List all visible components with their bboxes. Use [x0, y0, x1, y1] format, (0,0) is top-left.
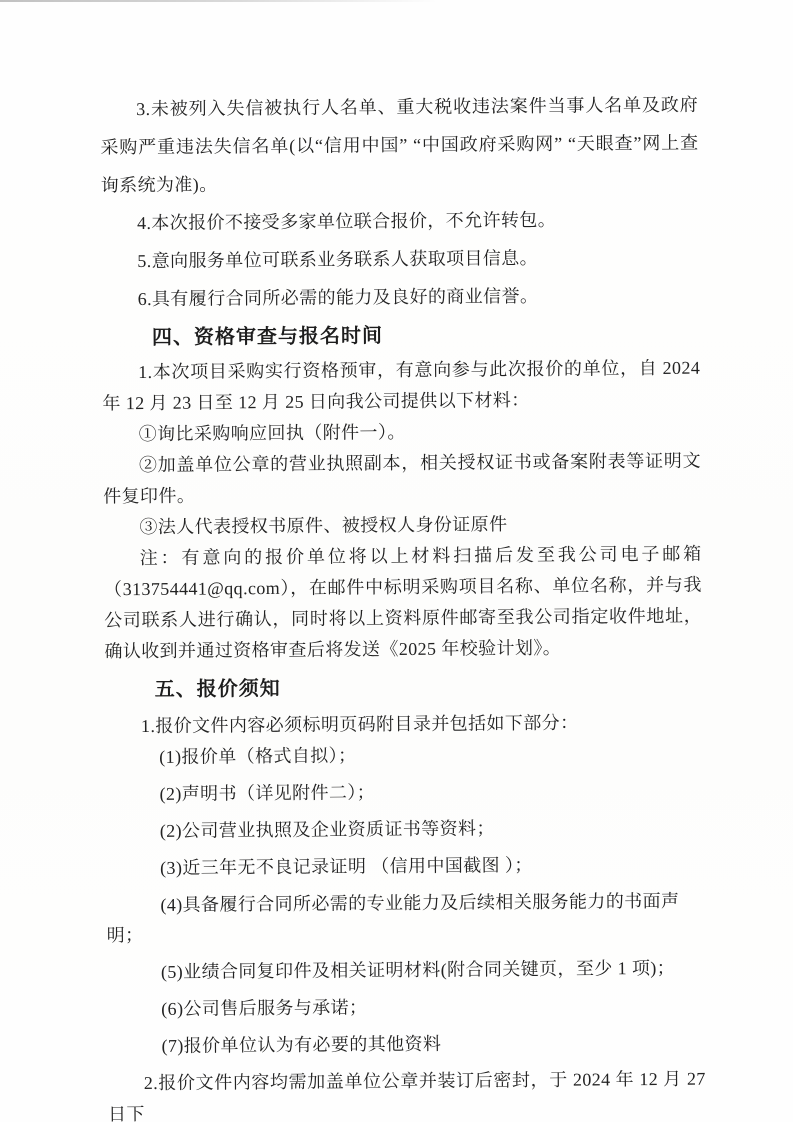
- qualification-review-block: [102, 353, 702, 668]
- document-content: [100, 86, 706, 1130]
- list-item-business-license: (2)公司营业执照及企业资质证书等资料；: [159, 818, 495, 841]
- list-item-credit-record: (3)近三年无不良记录证明 （信用中国截图 ）；: [160, 854, 533, 878]
- list-item-other-materials: (7)报价单位认为有必要的其他资料: [161, 1033, 442, 1056]
- para-material-2: ②加盖单位公章的营业执照副本，相关授权证书或备案附表等证明文件复印件。: [103, 450, 702, 507]
- para-item-3: 3.未被列入失信被执行人名单、重大税收违法案件当事人名单及政府采购严重违法失信名单(以“信用中国” “中国政府采购网” “天眼查”网上查询系统为准)。: [100, 94, 699, 196]
- para-item-4: 4.本次报价不接受多家单位联合报价，不允许转包。: [136, 209, 557, 234]
- section-heading-quotation-notes: 五、报价须知: [154, 677, 281, 701]
- quotation-document-list: [105, 738, 705, 1062]
- list-item-capability-statement: (4)具备履行合同所必需的专业能力及后续相关服务能力的书面声明；: [106, 890, 680, 946]
- para-prequalification: 1.本次项目采购实行资格预审，有意向参与此次报价的单位，自 2024 年 12 月 23 日至 12 月 25 日向我公司提供以下材料：: [102, 357, 701, 414]
- list-item-declaration: (2)声明书（详见附件二）；: [159, 782, 376, 804]
- para-note-email: 注：有意向的报价单位将以上材料扫描后发至我公司电子邮箱（313754441@qq.com），在邮件中标明采购项目名称、单位名称，并与我公司联系人进行确认，同时将以上资料原件邮寄至我公司指定收件地址，确认收到并通过资格审查后将发送《2025 年校验计划》。: [103, 543, 703, 662]
- para-item-6: 6.具有履行合同所必需的能力及良好的商业信誉。: [137, 285, 539, 310]
- para-material-1: ①询比采购响应回执（附件一）。: [138, 421, 406, 445]
- section-heading-qualification-review: 四、资格审查与报名时间: [151, 325, 384, 349]
- quotation-notes-block: [105, 707, 706, 1130]
- list-item-performance-contracts: (5)业绩合同复印件及相关证明材料(附合同关键页，至少 1 项)；: [160, 957, 676, 982]
- qualification-items-block: [100, 86, 700, 319]
- scanner-edge-artifact: [0, 0, 438, 2]
- list-item-after-sales: (6)公司售后服务与承诺；: [161, 997, 368, 1019]
- para-sealing-requirement: 2.报价文件内容均需加盖单位公章并装订后密封，于 2024 年 12 月 27 日下: [107, 1068, 706, 1125]
- para-material-3: ③法人代表授权书原件、被授权人身份证原件: [139, 514, 508, 538]
- para-item-5: 5.意向服务单位可联系业务联系人获取项目信息。: [137, 247, 539, 272]
- list-item-quotation-sheet: (1)报价单（格式自拟）；: [159, 745, 357, 767]
- para-quotation-intro: 1.报价文件内容必须标明页码附目录并包括如下部分：: [140, 712, 579, 737]
